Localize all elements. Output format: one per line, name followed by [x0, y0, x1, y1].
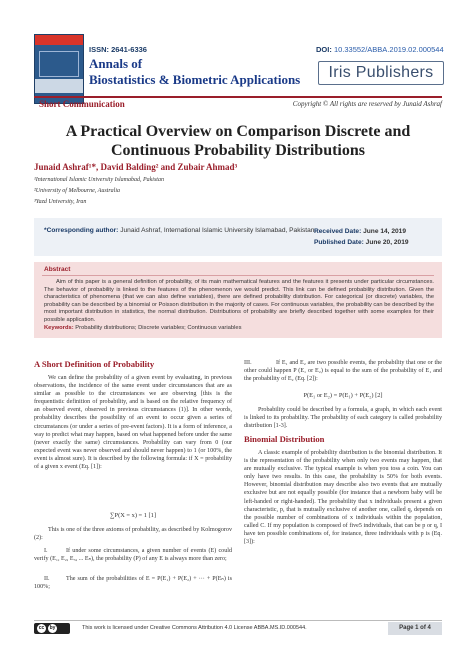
axiom-3-number: III.: [244, 360, 252, 366]
affiliation-1: ¹International Islamic University Islamabad, Pakistan: [34, 177, 164, 183]
axiom-3-text: If E₁ and E₂ are two possible events, the probability that one or the other could happen P (E₁ or E₂) is equal to the sum of the probability of E₁ and the probability of E₂ (Eq. [2]):: [244, 360, 442, 383]
doi-link[interactable]: 10.33552/ABBA.2019.02.000544: [333, 45, 444, 54]
dates: [314, 226, 409, 248]
corresponding-author-label: *Corresponding author:: [44, 227, 119, 234]
journal-name-line1: Annals of: [89, 56, 143, 71]
paragraph-probability-distribution: Probability could be described by a formula, a graph, in which each event is linked to its probability. The probability of each category is called probability distribution [1-3].: [244, 407, 442, 430]
abstract-text: Aim of this paper is a general definition of probability, of its main mathematical features and the features it presents under particular circumstances. The behavior of probability is linked to the features of the phenomenon we would predict. This link can be defined probability distribution. Given the characteristics of phenomena (that we can also define variables), there are defined probability distribution. For categorical (or discrete) variables, the probability can be described by a binomial or Poisson distribution in the majority of cases. For continuous variables, the probability can be described by the most important distribution in statistics, the normal distribution. Distributions of probability are briefly described together with some examples for their possible application.: [44, 279, 434, 323]
doi-label: DOI:: [316, 45, 332, 54]
paragraph-axioms-intro: This is one of the three axioms of probability, as described by Kolmogorov (2):: [34, 527, 232, 542]
published-date: [314, 237, 409, 248]
paragraph-binomial-distribution: A classic example of probability distribution is the binomial distribution. It is the representation of the probability when only two events may happen, that are mutually exclusive. The typical example is when you toss a coin. You can only have two results. In this case, the probability is 50% for both events. However, binomial distribution may describe also two events that are mutually exclusive but are not equally possible (for instance that a newborn baby will be left-handed or right-handed). The probability that x individuals present a given characteristic, p, that is mutually exclusive of another one, called q, depends on the possible number of combinations of x individuals within the population, called C. If my population is composed of five5 individuals, that can be p or q, I have ten possible combinations of, for instance, three individuals with p is (Eq. [3]):: [244, 450, 442, 546]
affiliation-2: ²University of Melbourne, Australia: [34, 188, 121, 194]
journal-cover-thumbnail: [34, 34, 84, 104]
author-list: Junaid Ashraf¹*, David Balding² and Zubair Ahmad³: [34, 162, 238, 172]
cc-icon: cc: [38, 625, 45, 631]
axiom-2-number: II.: [44, 576, 50, 582]
issn: ISSN: 2641-6336: [89, 45, 147, 54]
article-title-line2: Continuous Probability Distributions: [111, 142, 365, 159]
license-text: This work is licensed under Creative Commons Attribution 4.0 License ABBA.MS.ID.000544.: [82, 625, 307, 631]
axiom-1-number: I.: [44, 548, 48, 554]
axiom-1-text: If under some circumstances, a given number of events (E) could verify (E₁, E₂, E₃, ... Eₙ), the probability (P) of any E is always more than zero;: [34, 548, 232, 563]
keywords-text: Probability distributions; Discrete variables; Continuous variables: [73, 325, 242, 331]
publisher-logo: Iris Publishers: [318, 61, 444, 85]
corresponding-author-text: Junaid Ashraf, International Islamic University Islamabad, Pakistan.: [118, 227, 317, 234]
axiom-2-text: The sum of the probabilities of E = P(E₁) + P(E₂) + ··· + P(Eₙ) is 100%;: [34, 576, 232, 591]
corresponding-author: [44, 226, 329, 236]
equation-1: ∑P(X = x) = 1 [1]: [109, 512, 157, 519]
equation-2: P(E₁ or E₂) = P(E₁) + P(E₂) [2]: [303, 392, 383, 399]
received-date: [314, 226, 409, 237]
article-title: [34, 122, 442, 160]
page-number: Page 1 of 4: [388, 622, 442, 635]
copyright-notice: Copyright © All rights are reserved by Junaid Ashraf: [292, 100, 442, 108]
correspondence-box: [34, 218, 442, 256]
received-date-label: Received Date:: [314, 228, 362, 235]
abstract-heading: Abstract: [44, 266, 71, 273]
journal-name: [89, 56, 300, 88]
section-heading-probability: A Short Definition of Probability: [34, 359, 155, 369]
doi[interactable]: [316, 45, 444, 54]
article-type: Short Communication: [39, 99, 125, 109]
keywords-label: Keywords:: [44, 325, 74, 331]
by-icon: by: [49, 625, 56, 631]
paragraph-probability-definition: We can define the probability of a given event by evaluating, in previous observations, the incidence of the same event under circumstances that are as similar as possible to the circumstances we are observing [this is the frequentistic definition of probability, and is based on the relative frequency of an observed event, observed in previous circumstances (1)]. In other words, probability describes the possibility of an event to occur given a series of circumstances (or under a series of pre-event factors). It is a form of inference, a way to predict what may happen, based on what happened before under the same (never exactly the same) circumstances. Probability can vary from 0 (our expected event was never observed and should never happen) to 1 (or 100%, the event is almost sure). It is described by the following formula: if X = probability of a given x event (Eq. [1]):: [34, 375, 232, 471]
published-date-label: Published Date:: [314, 239, 364, 246]
section-heading-binomial: Binomial Distribution: [244, 434, 325, 444]
received-date-value: June 14, 2019: [361, 228, 407, 235]
header-divider: [34, 96, 442, 98]
abstract-divider: [42, 275, 434, 276]
affiliation-3: ³Yazd University, Iran: [34, 199, 87, 205]
creative-commons-badge[interactable]: [34, 623, 70, 634]
footer-divider: [34, 620, 442, 621]
journal-name-line2: Biostatistics & Biometric Applications: [89, 72, 301, 87]
published-date-value: June 20, 2019: [363, 239, 409, 246]
keywords: [44, 325, 242, 331]
article-title-line1: A Practical Overview on Comparison Discrete and: [65, 123, 411, 140]
